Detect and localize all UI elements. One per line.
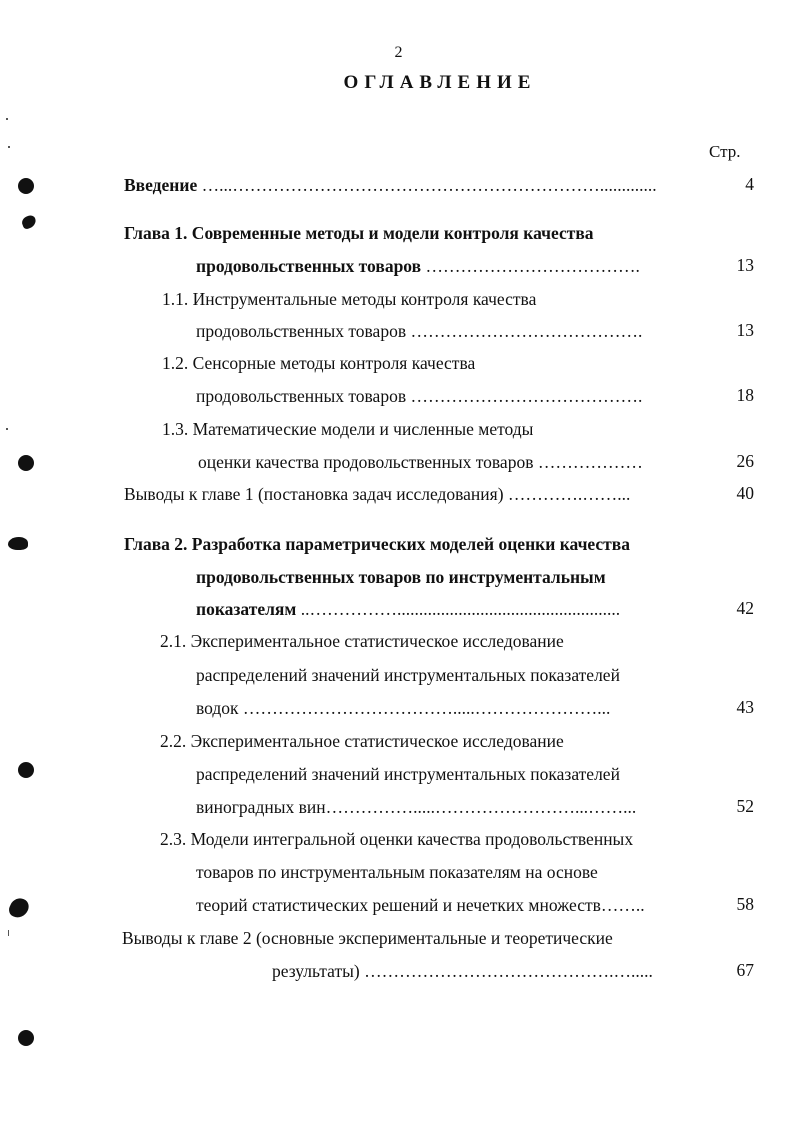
toc-conclusions-2-title-cont: результаты) xyxy=(272,961,360,981)
toc-section-1-1-line2[interactable] xyxy=(196,320,642,342)
toc-chapter-1-title-cont: продовольственных товаров xyxy=(196,256,422,276)
page-number: 2 xyxy=(394,44,403,61)
toc-section-2-3-line3[interactable] xyxy=(196,894,645,916)
toc-section-1-2-line1[interactable]: 1.2. Сенсорные методы контроля качества xyxy=(162,353,476,373)
toc-entry-intro-page: 4 xyxy=(745,174,754,194)
toc-section-2-1-line2[interactable]: распределений значений инструментальных показателей xyxy=(196,665,620,685)
scan-speck xyxy=(8,146,10,148)
ink-blot-1 xyxy=(20,214,37,230)
toc-conclusions-2-line1[interactable]: Выводы к главе 2 (основные экспериментальные и теоретические xyxy=(122,928,613,948)
toc-section-2-1-line1[interactable]: 2.1. Экспериментальное статистическое исследование xyxy=(160,631,564,651)
toc-section-1-2-line2[interactable] xyxy=(196,385,642,407)
toc-section-1-1-dots: …………………………………. xyxy=(406,321,643,341)
toc-chapter-2-page: 42 xyxy=(736,598,754,618)
toc-entry-intro-title: Введение xyxy=(124,175,198,195)
toc-chapter-2-title-cont: показателям xyxy=(196,599,297,619)
toc-conclusions-1[interactable] xyxy=(124,483,630,505)
toc-section-1-1-title-cont: продовольственных товаров xyxy=(196,321,407,341)
toc-section-1-2-dots: …………………………………. xyxy=(406,386,643,406)
toc-section-2-3-line2[interactable]: товаров по инструментальным показателям на основе xyxy=(196,862,598,882)
toc-entry-intro-dots: …...………………………………………………………............. xyxy=(197,175,657,195)
toc-section-1-3-page: 26 xyxy=(736,451,754,471)
scan-speck xyxy=(6,118,8,120)
toc-conclusions-1-title: Выводы к главе 1 (постановка задач исследования) xyxy=(124,484,504,504)
toc-section-2-2-page: 52 xyxy=(736,796,754,816)
toc-conclusions-1-dots: ………….……... xyxy=(503,484,631,504)
scan-speck xyxy=(8,930,9,936)
toc-section-2-1-line3[interactable] xyxy=(196,697,610,719)
toc-conclusions-1-page: 40 xyxy=(736,483,754,503)
toc-section-1-1-line1[interactable]: 1.1. Инструментальные методы контроля качества xyxy=(162,289,537,309)
punch-hole-3 xyxy=(18,762,34,778)
ink-blot-3 xyxy=(7,895,32,921)
scan-speck xyxy=(6,428,8,430)
toc-section-2-3-title-cont: теорий статистических решений и нечетких множеств xyxy=(196,895,601,915)
toc-chapter-2-dots: ..……………................................................... xyxy=(296,599,621,619)
punch-hole-2 xyxy=(18,455,34,471)
toc-section-1-1-page: 13 xyxy=(736,320,754,340)
toc-section-2-1-title-cont: водок xyxy=(196,698,239,718)
toc-section-2-2-title-cont: виноградных вин xyxy=(196,797,326,817)
toc-chapter-2-line1[interactable]: Глава 2. Разработка параметрических моделей оценки качества xyxy=(124,534,630,554)
toc-section-2-2-dots: …………….....……………………...……... xyxy=(325,797,637,817)
toc-section-1-3-line2[interactable] xyxy=(198,451,643,473)
toc-section-2-2-line2[interactable]: распределений значений инструментальных показателей xyxy=(196,764,620,784)
toc-chapter-2-line3[interactable] xyxy=(196,598,620,620)
punch-hole-1 xyxy=(18,178,34,194)
toc-section-2-1-dots: ……………………………….....…………………... xyxy=(238,698,611,718)
toc-section-1-3-dots: ……………… xyxy=(533,452,643,472)
toc-section-2-2-line1[interactable]: 2.2. Экспериментальное статистическое исследование xyxy=(160,731,564,751)
toc-section-2-3-line1[interactable]: 2.3. Модели интегральной оценки качества продовольственных xyxy=(160,829,634,849)
toc-conclusions-2-line2[interactable] xyxy=(272,960,653,982)
toc-section-2-1-page: 43 xyxy=(736,697,754,717)
toc-chapter-2-line2[interactable]: продовольственных товаров по инструментальным xyxy=(196,567,606,587)
punch-hole-4 xyxy=(18,1030,34,1046)
toc-chapter-1-line2[interactable] xyxy=(196,255,640,277)
toc-section-1-2-title-cont: продовольственных товаров xyxy=(196,386,407,406)
toc-entry-intro[interactable] xyxy=(124,174,657,196)
toc-section-1-2-page: 18 xyxy=(736,385,754,405)
toc-chapter-1-line1[interactable]: Глава 1. Современные методы и модели контроля качества xyxy=(124,223,594,243)
toc-chapter-1-page: 13 xyxy=(736,255,754,275)
toc-section-2-3-dots: …….. xyxy=(600,895,645,915)
toc-section-1-3-line1[interactable]: 1.3. Математические модели и численные методы xyxy=(162,419,534,439)
toc-chapter-1-dots: ………………………………. xyxy=(421,256,640,276)
toc-section-1-3-title-cont: оценки качества продовольственных товаров xyxy=(198,452,534,472)
toc-conclusions-2-dots: …………………………………….…..... xyxy=(359,961,653,981)
page-title: ОГЛАВЛЕНИЕ xyxy=(343,72,537,93)
toc-section-2-3-page: 58 xyxy=(736,894,754,914)
toc-section-2-2-line3[interactable] xyxy=(196,796,636,818)
ink-blot-2 xyxy=(8,537,28,550)
page-column-header: Стр. xyxy=(709,142,741,161)
toc-conclusions-2-page: 67 xyxy=(736,960,754,980)
